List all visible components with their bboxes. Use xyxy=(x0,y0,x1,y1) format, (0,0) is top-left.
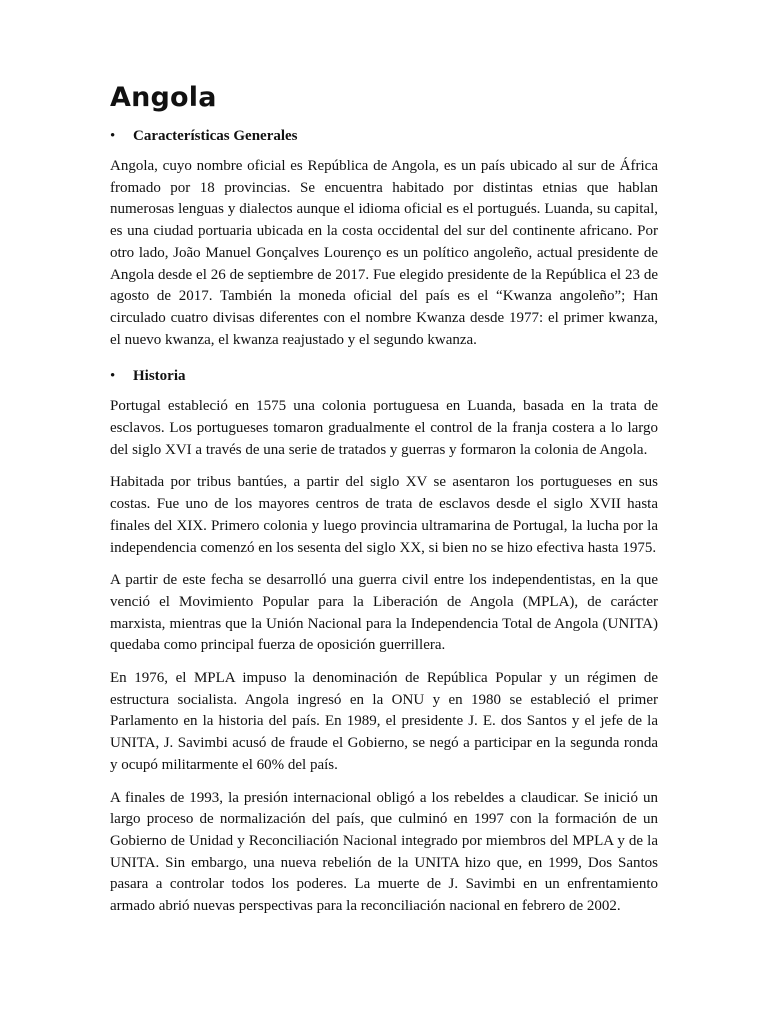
paragraph: A partir de este fecha se desarrolló una guerra civil entre los independentistas, en la que venció el Movimiento Popular para la Liberación de Angola (MPLA), de carácter marxista, mientras que la Unión Nacional para la Independencia Total de Angola (UNITA) quedaba como principal fuerza de oposición guerrillera. xyxy=(110,572,658,654)
section-heading xyxy=(110,366,658,386)
section-historia xyxy=(110,366,658,917)
section-heading-text: Características Generales xyxy=(133,128,298,144)
section-heading xyxy=(110,126,658,146)
section-heading-text: Historia xyxy=(133,368,186,385)
paragraph: Angola, cuyo nombre oficial es República de Angola, es un país ubicado al sur de África fromado por 18 provincias. Se encuentra habitado por distintas etnias que hablan numerosas lenguas y dialectos aunque el idioma oficial es el portugués. Luanda, su capital, es una ciudad portuaria ubicada en la costa occidental del sur del continente africano. Por otro lado, João Manuel Gonçalves Lourenço es un político angoleño, actual presidente de Angola desde el 26 de septiembre de 2017. Fue elegido presidente de la República el 23 de agosto de 2017. También la moneda oficial del país es el “Kwanza angoleño”; Han circulado cuatro divisas diferentes con el nombre Kwanza desde 1977: el primer kwanza, el nuevo kwanza, el kwanza reajustado y el segundo kwanza. xyxy=(110,158,658,348)
paragraph: Portugal estableció en 1575 una colonia portuguesa en Luanda, basada en la trata de esclavos. Los portugueses tomaron gradualmente el control de la franja costera a lo largo del siglo XVI a través de una serie de tratados y guerras y formaron la colonia de Angola. xyxy=(110,398,658,458)
paragraph: Habitada por tribus bantúes, a partir del siglo XV se asentaron los portugueses en sus costas. Fue uno de los mayores centros de trata de esclavos desde el siglo XVII hasta finales del XIX. Primero colonia y luego provincia ultramarina de Portugal, la lucha por la independencia comenzó en los sesenta del siglo XX, si bien no se hizo efectiva hasta 1975. xyxy=(110,474,658,556)
document-page xyxy=(110,78,658,929)
paragraph: En 1976, el MPLA impuso la denominación de República Popular y un régimen de estructura socialista. Angola ingresó en la ONU y en 1980 se estableció el primer Parlamento en la historia del país. En 1989, el presidente J. E. dos Santos y el jefe de la UNITA, J. Savimbi acusó de fraude el Gobierno, se negó a participar en la segunda ronda y ocupó militarmente el 60% del país. xyxy=(110,670,658,773)
bullet-icon: • xyxy=(110,128,116,144)
paragraph: A finales de 1993, la presión internacional obligó a los rebeldes a claudicar. Se inició un largo proceso de normalización del país, que culminó en 1997 con la formación de un Gobierno de Unidad y Reconciliación Nacional integrado por miembros del MPLA y de la UNITA. Sin embargo, una nueva rebelión de la UNITA hizo que, en 1999, Dos Santos pasara a controlar todos los poderes. La muerte de J. Savimbi en un enfrentamiento armado abrió nuevas perspectivas para la reconciliación nacional en febrero de 2002. xyxy=(110,789,658,915)
section-caracteristicas-generales xyxy=(110,126,658,351)
bullet-icon: • xyxy=(110,368,116,385)
document-title: Angola xyxy=(110,82,217,113)
